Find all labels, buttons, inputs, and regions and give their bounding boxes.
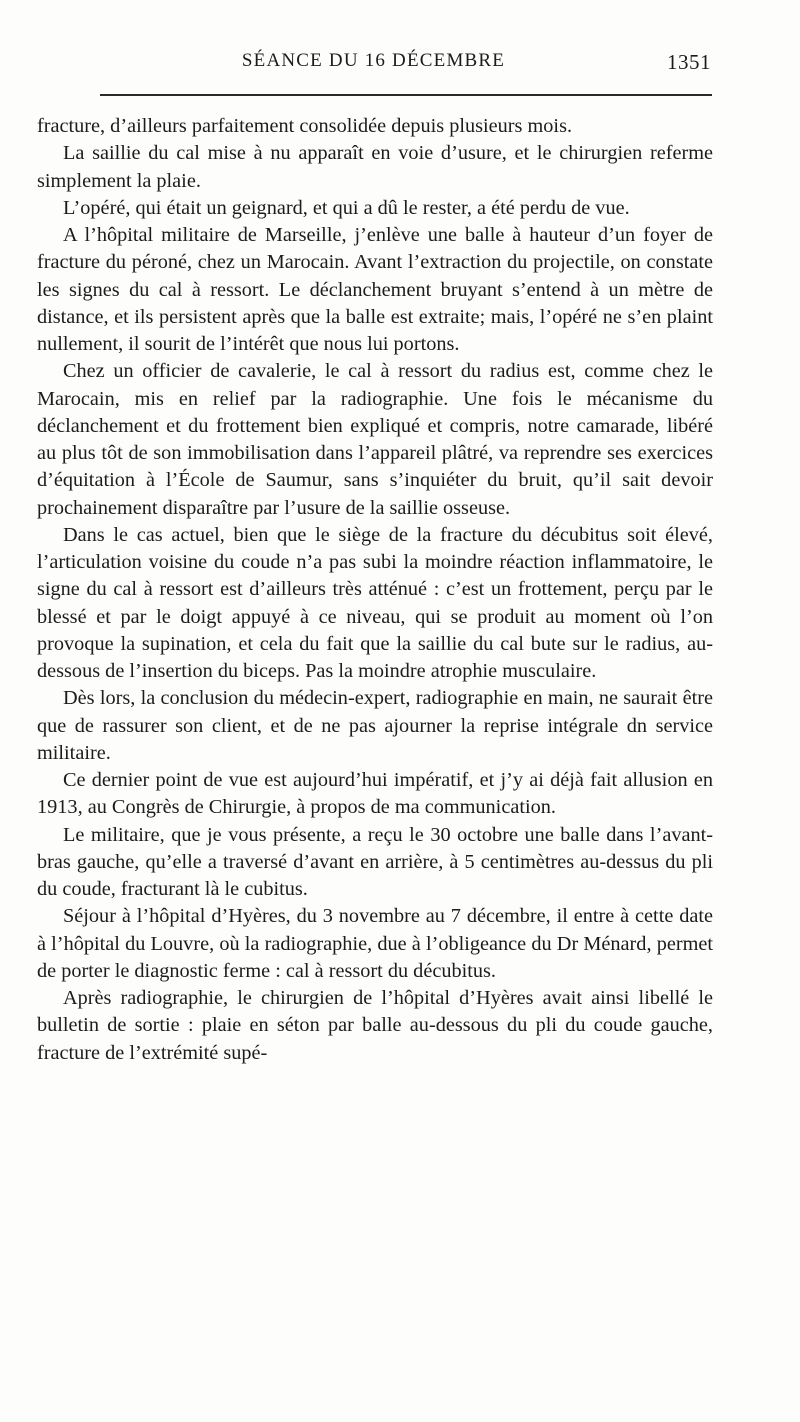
paragraph: Séjour à l’hôpital d’Hyères, du 3 novembre au 7 décembre, il entre à cette date à l’hôpital du Louvre, où la radiographie, due à l’obligeance du Dr Ménard, permet de porter le diagnostic ferme : cal à ressort du décubitus.	[37, 905, 713, 982]
body-text	[37, 113, 713, 1067]
paragraph: Dès lors, la conclusion du médecin-expert, radiographie en main, ne saurait être que de rassurer son client, et de ne pas ajourner la reprise intégrale dn service militaire.	[37, 687, 713, 764]
paragraph: Dans le cas actuel, bien que le siège de la fracture du décubitus soit élevé, l’articulation voisine du coude n’a pas subi la moindre réaction inflammatoire, le signe du cal à ressort est d’ailleurs très atténué : c’est un frottement, perçu par le blessé et par le doigt appuyé à ce niveau, qui se produit au moment où l’on provoque la supination, et cela du fait que la saillie du cal bute sur le radius, au-dessous de l’insertion du biceps. Pas la moindre atrophie musculaire.	[37, 523, 713, 682]
paragraph: L’opéré, qui était un geignard, et qui a dû le rester, a été perdu de vue.	[63, 196, 630, 219]
running-head	[36, 50, 711, 80]
paragraph: La saillie du cal mise à nu apparaît en voie d’usure, et le chirurgien referme simplement la plaie.	[37, 142, 713, 192]
paragraph: Chez un officier de cavalerie, le cal à ressort du radius est, comme chez le Marocain, mis en relief par la radiographie. Une fois le mécanisme du déclanchement et du frottement bien expliqué et compris, notre camarade, libéré au plus tôt de son immobilisation dans l’appareil plâtré, va reprendre ses exercices d’équitation à l’École de Saumur, sans s’inquiéter du bruit, qu’il sait devoir prochainement disparaître par l’usure de la saillie osseuse.	[37, 360, 713, 519]
header-rule	[100, 94, 712, 96]
page-number: 1351	[667, 50, 711, 74]
paragraph: fracture, d’ailleurs parfaitement consolidée depuis plusieurs mois.	[37, 115, 573, 137]
running-title: SÉANCE DU 16 DÉCEMBRE	[241, 50, 506, 71]
paragraph: Après radiographie, le chirurgien de l’hôpital d’Hyères avait ainsi libellé le bulletin de sortie : plaie en séton par balle au-dessous du pli du coude gauche, fracture de l’extrémité supé-	[37, 987, 713, 1064]
paragraph: A l’hôpital militaire de Marseille, j’enlève une balle à hauteur d’un foyer de fracture du péroné, chez un Marocain. Avant l’extraction du projectile, on constate les signes du cal à ressort. Le déclanchement bruyant s’entend à un mètre de distance, et ils persistent après que la balle est extraite; mais, l’opéré ne s’en plaint nullement, il sourit de l’intérêt que nous lui portons.	[37, 224, 713, 355]
paragraph: Le militaire, que je vous présente, a reçu le 30 octobre une balle dans l’avant-bras gauche, qu’elle a traversé d’avant en arrière, à 5 centimètres au-dessus du pli du coude, fracturant là le cubitus.	[37, 823, 713, 900]
paragraph: Ce dernier point de vue est aujourd’hui impératif, et j’y ai déjà fait allusion en 1913, au Congrès de Chirurgie, à propos de ma communication.	[37, 769, 713, 819]
